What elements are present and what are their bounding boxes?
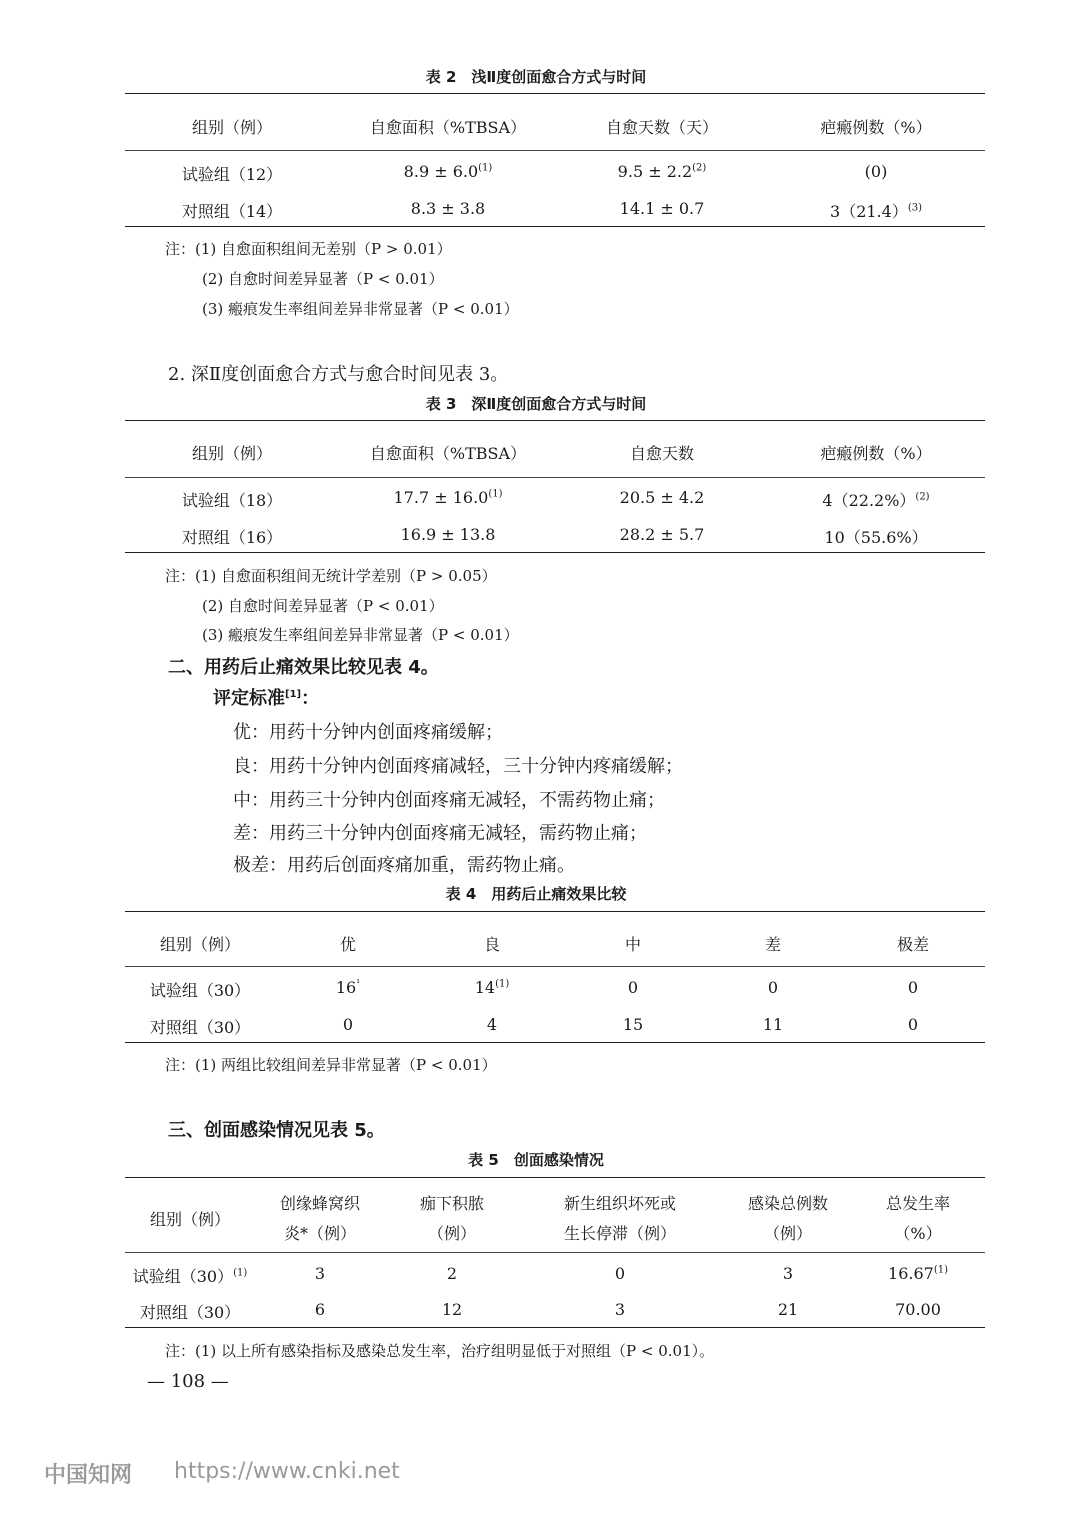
table3-cell: 对照组（16） xyxy=(181,528,283,547)
table3-header-area: 自愈面积（%TBSA） xyxy=(369,444,527,463)
table2-top-rule xyxy=(125,93,985,94)
paragraph-table3-intro: 2. 深Ⅱ度创面愈合方式与愈合时间见表 3。 xyxy=(168,364,509,385)
section3-heading: 三、创面感染情况见表 5。 xyxy=(168,1120,385,1141)
table3-note: 注：(1) 自愈面积组间无统计学差别（P > 0.05） xyxy=(165,567,497,585)
table2-header-group: 组别（例） xyxy=(191,118,273,137)
table5-cell: 对照组（30） xyxy=(139,1303,241,1322)
table5-header: 组别（例） xyxy=(149,1210,231,1229)
table5-cell: 12 xyxy=(441,1300,463,1319)
section2-heading: 二、用药后止痛效果比较见表 4。 xyxy=(168,657,439,678)
table2-cell: 14.1 ± 0.7 xyxy=(619,199,705,218)
table5-bottom-rule xyxy=(125,1327,985,1328)
table5-caption: 表 5 创面感染情况 xyxy=(468,1151,604,1169)
table4-header: 良 xyxy=(483,935,501,954)
table3-header-days: 自愈天数 xyxy=(629,444,695,463)
table5-header: 痂下积脓 xyxy=(419,1194,485,1213)
table4-cell: 15 xyxy=(622,1015,644,1034)
table5-cell: 16.67$^{(1)}$ xyxy=(888,1264,948,1283)
table4-cell: 4 xyxy=(486,1015,498,1034)
table2-cell: $3(21.4)^{(3)}$ xyxy=(830,202,922,221)
table4-header-rule xyxy=(125,966,985,967)
table5-header: 创缘蜂窝织 xyxy=(279,1194,361,1213)
table3-note: (3) 瘢痕发生率组间差异非常显著（P < 0.01） xyxy=(202,626,519,644)
table5-header: （%） xyxy=(894,1224,942,1243)
table2-caption: 表 2 浅Ⅱ度创面愈合方式与时间 xyxy=(425,68,647,86)
table2-cell: $9.5 \pm 2.2^{(2)}$ xyxy=(617,162,707,181)
criteria-item: 优：用药十分钟内创面疼痛缓解； xyxy=(233,722,503,743)
table5-header: 生长停滞（例） xyxy=(563,1224,677,1243)
criteria-label: 评定标准[1]： xyxy=(213,688,320,709)
table3-top-rule xyxy=(125,420,985,421)
watermark-url: https://www.cnki.net xyxy=(174,1459,400,1484)
table5-header: 感染总例数 xyxy=(747,1194,829,1213)
criteria-item: 中：用药三十分钟内创面疼痛无减轻，不需药物止痛； xyxy=(233,790,665,811)
watermark-brand: 中国知网 xyxy=(44,1463,133,1488)
table2-cell: (0) xyxy=(864,162,888,181)
table3-header-group: 组别（例） xyxy=(191,444,273,463)
table5-cell: 3 xyxy=(782,1264,794,1283)
table4-caption: 表 4 用药后止痛效果比较 xyxy=(445,885,627,903)
table3-cell: 16.9 ± 13.8 xyxy=(400,525,496,544)
table5-header: （例） xyxy=(427,1224,477,1243)
table5-top-rule xyxy=(125,1177,985,1178)
table4-cell: 0 xyxy=(767,978,779,997)
criteria-item: 极差：用药后创面疼痛加重，需药物止痛。 xyxy=(233,855,575,876)
table5-cell: 21 xyxy=(777,1300,799,1319)
table3-cell: 28.2 ± 5.7 xyxy=(619,525,705,544)
table2-header-days: 自愈天数（天） xyxy=(605,118,719,137)
table2-header-area: 自愈面积（%TBSA） xyxy=(369,118,527,137)
table5-cell: 6 xyxy=(314,1300,326,1319)
table3-cell: $4(22.2\%)^{(2)}$ xyxy=(822,491,930,510)
table4-cell: 试验组（30） xyxy=(149,981,251,1000)
table4-cell: 0 xyxy=(627,978,639,997)
table2-header-scar: 疤瘢例数（%） xyxy=(820,118,932,137)
table3-cell: 10（55.6%） xyxy=(824,528,928,547)
table4-note: 注：(1) 两组比较组间差异非常显著（P < 0.01） xyxy=(165,1056,497,1074)
table4-cell: 11 xyxy=(762,1015,784,1034)
table5-cell: 3 xyxy=(314,1264,326,1283)
table5-header: 新生组织坏死或 xyxy=(563,1194,677,1213)
table4-bottom-rule xyxy=(125,1042,985,1043)
table3-bottom-rule xyxy=(125,552,985,553)
table5-cell: 70.00 xyxy=(895,1300,941,1319)
table3-cell: 20.5 ± 4.2 xyxy=(619,488,705,507)
table3-cell: 试验组（18） xyxy=(181,491,283,510)
table5-header: 总发生率 xyxy=(885,1194,951,1213)
table2-cell: 8.3 ± 3.8 xyxy=(410,199,486,218)
table5-cell: 0 xyxy=(614,1264,626,1283)
table3-caption: 表 3 深Ⅱ度创面愈合方式与时间 xyxy=(425,395,647,413)
table2-header-rule xyxy=(125,150,985,151)
table4-cell: 0 xyxy=(907,1015,919,1034)
table3-header-rule xyxy=(125,477,985,478)
table4-header: 优 xyxy=(339,935,357,954)
table4-cell: 0 xyxy=(907,978,919,997)
table5-cell: 2 xyxy=(446,1264,458,1283)
table2-cell: $8.9 \pm 6.0^{(1)}$ xyxy=(403,162,493,181)
table2-note: 注：(1) 自愈面积组间无差别（P > 0.01） xyxy=(165,240,452,258)
table5-header-rule xyxy=(125,1252,985,1253)
table3-header-scar: 疤瘢例数（%） xyxy=(820,444,932,463)
criteria-item: 良：用药十分钟内创面疼痛减轻，三十分钟内疼痛缓解； xyxy=(233,756,683,777)
table2-cell: 试验组（12） xyxy=(181,165,283,184)
table2-note: (3) 瘢痕发生率组间差异非常显著（P < 0.01） xyxy=(202,300,519,318)
criteria-item: 差：用药三十分钟内创面疼痛无减轻，需药物止痛； xyxy=(233,823,647,844)
table4-cell: 0 xyxy=(342,1015,354,1034)
table4-header: 差 xyxy=(764,935,782,954)
table5-cell: 3 xyxy=(614,1300,626,1319)
page-number: — 108 — xyxy=(147,1371,229,1392)
table4-cell: 14$^{(1)}$ xyxy=(474,978,510,997)
table5-header: 炎*（例） xyxy=(283,1224,357,1243)
table5-note: 注：(1) 以上所有感染指标及感染总发生率，治疗组明显低于对照组（P < 0.01）。 xyxy=(165,1342,715,1360)
table4-cell: $16^{^1}$ xyxy=(335,978,361,997)
table4-header: 组别（例） xyxy=(159,935,241,954)
table4-header: 中 xyxy=(624,935,642,954)
table3-cell: $17.7 \pm 16.0^{(1)}$ xyxy=(393,488,503,507)
table3-note: (2) 自愈时间差异显著（P < 0.01） xyxy=(202,597,444,615)
table4-top-rule xyxy=(125,911,985,912)
table5-header: （例） xyxy=(763,1224,813,1243)
table4-cell: 对照组（30） xyxy=(149,1018,251,1037)
table2-note: (2) 自愈时间差异显著（P < 0.01） xyxy=(202,270,444,288)
table4-header: 极差 xyxy=(896,935,930,954)
table5-cell: 试验组$(30)^{(1)}$ xyxy=(132,1267,248,1286)
table2-bottom-rule xyxy=(125,226,985,227)
table2-cell: 对照组（14） xyxy=(181,202,283,221)
